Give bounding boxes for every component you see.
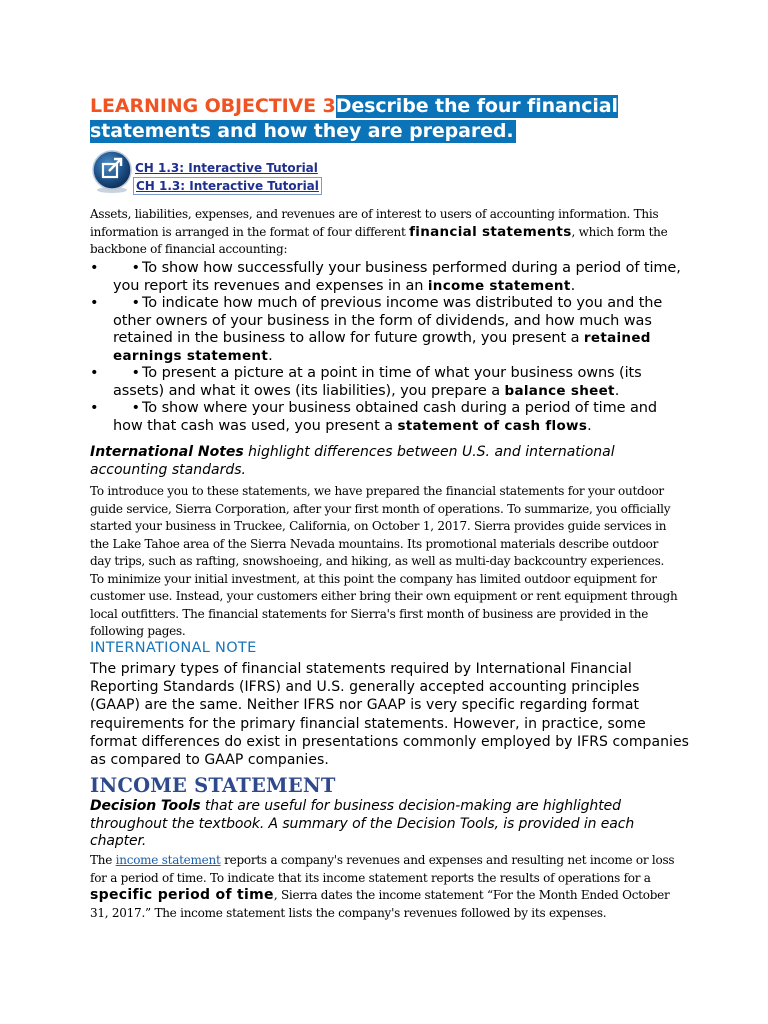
term-financial-statements: financial statements (409, 223, 572, 240)
bullet-lead: • (131, 400, 140, 416)
decision-tools-term: Decision Tools (90, 798, 201, 814)
bullet-text: To show where your business obtained cash during a period of time and how that cash was used, you present a (113, 400, 657, 434)
term-balance-sheet: balance sheet (504, 382, 615, 399)
bullet-end: . (587, 417, 592, 434)
bullet-end: . (614, 382, 620, 399)
bullet-end: . (268, 347, 273, 364)
list-item (90, 365, 690, 400)
list-item (90, 400, 690, 435)
bullet-dot: • (90, 365, 99, 381)
learning-objective-label: LEARNING OBJECTIVE 3 (90, 95, 336, 117)
bullet-lead: • (131, 295, 140, 311)
income-statement-heading: INCOME STATEMENT (90, 774, 336, 797)
paragraph-start: The (90, 853, 116, 867)
bullet-lead: • (131, 365, 140, 381)
decision-tools-callout (90, 798, 680, 851)
income-statement-link[interactable]: income statement (115, 853, 221, 867)
term-income-statement: income statement (427, 277, 571, 294)
paragraph-mid: reports a company's revenues and expenses and resulting net income or loss for a period of time. To indicate that its income statement reports the results of operations for a (90, 853, 675, 885)
international-notes-term: International Notes (90, 444, 244, 460)
international-notes-callout (90, 444, 680, 479)
arrow-in-circle-icon[interactable] (90, 150, 134, 194)
bullet-text: To present a picture at a point in time of what your business owns (its assets) and what it owes (its liabilities), you prepare a (113, 365, 642, 399)
learning-objective-heading (90, 94, 690, 144)
intro-paragraph (90, 206, 680, 259)
intro-text-end: , which form the backbone of financial accounting: (90, 224, 668, 256)
statements-list (90, 260, 690, 435)
income-statement-paragraph (90, 852, 680, 922)
international-note-heading: INTERNATIONAL NOTE (90, 640, 257, 656)
tutorial-link-boxed[interactable]: CH 1.3: Interactive Tutorial (133, 177, 322, 195)
tutorial-link[interactable]: CH 1.3: Interactive Tutorial (135, 161, 318, 175)
bullet-text: To indicate how much of previous income was distributed to you and the other owners of your business in the form of dividends, and how much was retained in the business to allow for future growth, you present a (113, 295, 663, 346)
bullet-lead: • (131, 260, 140, 276)
bullet-end: . (570, 277, 576, 294)
list-item (90, 295, 690, 365)
international-notes-text: highlight differences between U.S. and international accounting standards. (90, 444, 615, 478)
term-retained-earnings-statement: retained earnings statement (113, 330, 651, 364)
term-statement-of-cash-flows: statement of cash flows (397, 417, 588, 434)
paragraph-end: , Sierra dates the income statement “For the Month Ended October 31, 2017.” The income statement lists the company's revenues followed by its expenses. (90, 888, 670, 920)
list-item (90, 260, 690, 295)
bullet-dot: • (90, 260, 99, 276)
decision-tools-text: that are useful for business decision-making are highlighted throughout the textbook. A summary of the Decision Tools, is provided in each chapter. (90, 798, 635, 849)
international-note-text: The primary types of financial statements required by International Financial Reporting Standards (IFRS) and U.S. generally accepted accounting principles (GAAP) are the same. Neither IFRS nor GAAP is very specific regarding format requirements for the primary financial statements. However, in practice, some format differences do exist in presentations commonly employed by IFRS companies as compared to GAAP companies. (90, 661, 689, 769)
term-specific-period: specific period of time (90, 887, 274, 903)
bullet-text: To show how successfully your business performed during a period of time, you report its revenues and expenses in an (113, 260, 681, 294)
sierra-paragraph: To introduce you to these statements, we have prepared the financial statements for your outdoor guide service, Sierra Corporation, after your first month of operations. To summarize, you officially started your business in Truckee, California, on October 1, 2017. Sierra provides guide services in the Lake Tahoe area of the Sierra Nevada mountains. Its promotional materials describe outdoor day trips, such as rafting, snowshoeing, and hiking, as well as multi-day backcountry experiences. To minimize your initial investment, at this point the company has limited outdoor equipment for customer use. Instead, your customers either bring their own equipment or rent equipment through local outfitters. The financial statements for Sierra's first month of business are provided in the following pages. (90, 484, 678, 638)
learning-objective-text: Describe the four financial statements and how they are prepared. (90, 95, 618, 142)
bullet-dot: • (90, 295, 99, 311)
intro-text: Assets, liabilities, expenses, and revenues are of interest to users of accounting information. This information is arranged in the format of four different (90, 207, 659, 239)
bullet-dot: • (90, 400, 99, 416)
